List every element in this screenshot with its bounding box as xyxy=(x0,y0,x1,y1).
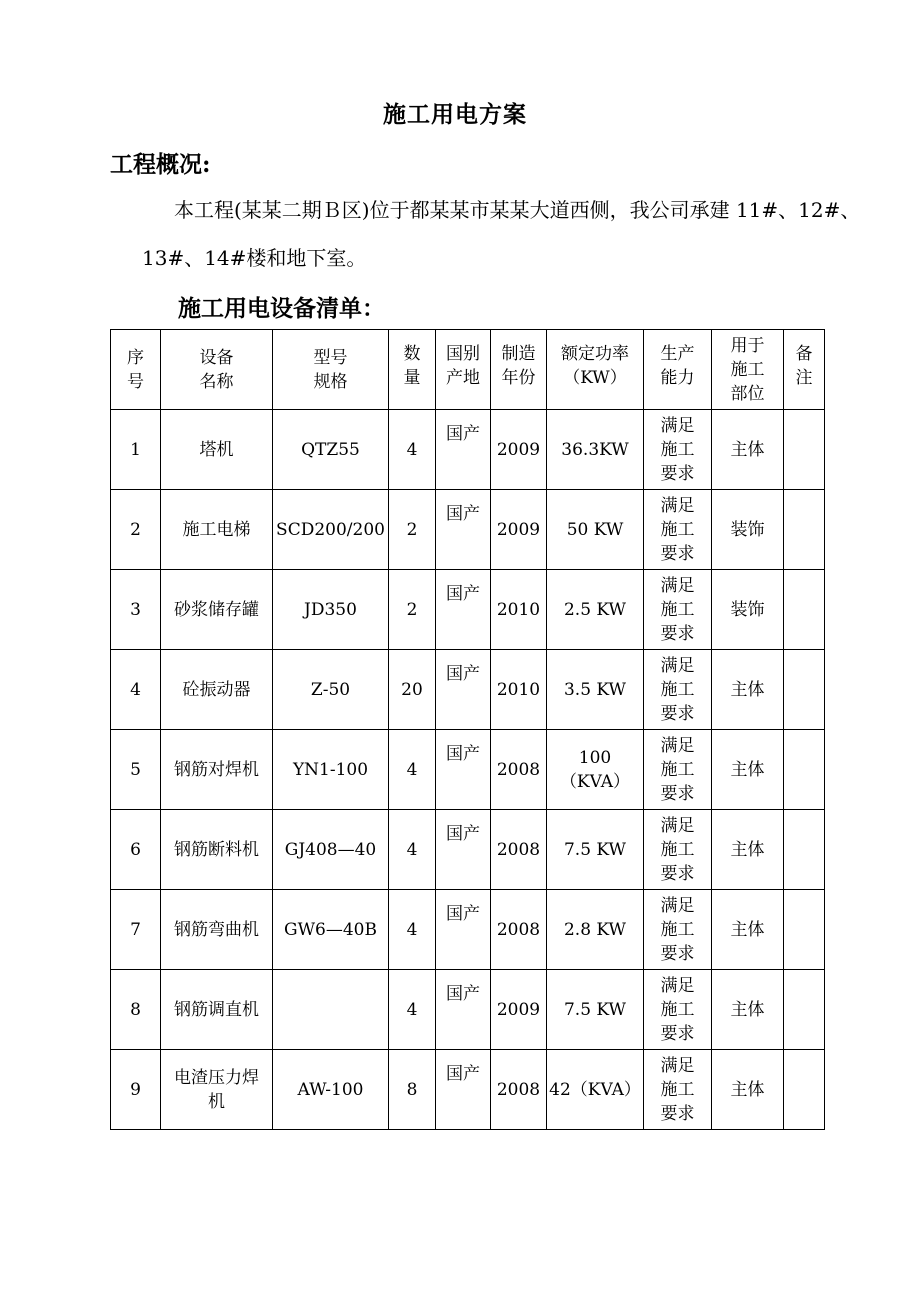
cell-year: 2009 xyxy=(491,970,547,1050)
cell-name: 施工电梯 xyxy=(161,490,273,570)
cell-name: 砼振动器 xyxy=(161,650,273,730)
section-heading-overview: 工程概况: xyxy=(110,151,211,178)
cell-model: AW-100 xyxy=(273,1050,389,1130)
cell-remark xyxy=(784,650,825,730)
cell-model xyxy=(273,970,389,1050)
cell-origin: 国产 xyxy=(436,490,491,570)
cell-power: 7.5 KW xyxy=(547,810,644,890)
cell-usage: 主体 xyxy=(712,410,784,490)
cell-qty: 4 xyxy=(389,410,436,490)
table-row xyxy=(111,490,825,570)
cell-power: 42（KVA） xyxy=(547,1050,644,1130)
cell-name: 砂浆储存罐 xyxy=(161,570,273,650)
cell-capacity: 满足 施工 要求 xyxy=(644,730,712,810)
cell-seq: 4 xyxy=(111,650,161,730)
cell-year: 2008 xyxy=(491,730,547,810)
header-remark: 备 注 xyxy=(784,330,825,410)
cell-name: 电渣压力焊 机 xyxy=(161,1050,273,1130)
equipment-table xyxy=(110,329,825,1130)
cell-name: 钢筋对焊机 xyxy=(161,730,273,810)
cell-usage: 装饰 xyxy=(712,570,784,650)
table-row xyxy=(111,410,825,490)
cell-capacity: 满足 施工 要求 xyxy=(644,970,712,1050)
cell-remark xyxy=(784,490,825,570)
overview-paragraph-line2: 13#、14#楼和地下室。 xyxy=(142,246,367,270)
table-row xyxy=(111,570,825,650)
cell-capacity: 满足 施工 要求 xyxy=(644,490,712,570)
cell-capacity: 满足 施工 要求 xyxy=(644,1050,712,1130)
cell-year: 2009 xyxy=(491,410,547,490)
header-capacity: 生产 能力 xyxy=(644,330,712,410)
cell-name: 钢筋断料机 xyxy=(161,810,273,890)
cell-seq: 9 xyxy=(111,1050,161,1130)
cell-remark xyxy=(784,730,825,810)
cell-origin: 国产 xyxy=(436,410,491,490)
cell-remark xyxy=(784,970,825,1050)
cell-capacity: 满足 施工 要求 xyxy=(644,810,712,890)
header-seq: 序 号 xyxy=(111,330,161,410)
cell-seq: 2 xyxy=(111,490,161,570)
cell-usage: 主体 xyxy=(712,730,784,810)
cell-qty: 2 xyxy=(389,570,436,650)
cell-usage: 主体 xyxy=(712,890,784,970)
cell-qty: 20 xyxy=(389,650,436,730)
header-usage: 用于 施工 部位 xyxy=(712,330,784,410)
cell-seq: 3 xyxy=(111,570,161,650)
cell-origin: 国产 xyxy=(436,570,491,650)
header-qty: 数 量 xyxy=(389,330,436,410)
table-row xyxy=(111,890,825,970)
cell-model: QTZ55 xyxy=(273,410,389,490)
cell-origin: 国产 xyxy=(436,650,491,730)
header-model: 型号 规格 xyxy=(273,330,389,410)
cell-origin: 国产 xyxy=(436,890,491,970)
cell-qty: 4 xyxy=(389,970,436,1050)
cell-model: GW6—40B xyxy=(273,890,389,970)
cell-power: 2.5 KW xyxy=(547,570,644,650)
table-header-row xyxy=(111,330,825,410)
cell-power: 50 KW xyxy=(547,490,644,570)
cell-model: YN1-100 xyxy=(273,730,389,810)
cell-usage: 装饰 xyxy=(712,490,784,570)
cell-seq: 8 xyxy=(111,970,161,1050)
cell-usage: 主体 xyxy=(712,970,784,1050)
cell-origin: 国产 xyxy=(436,1050,491,1130)
cell-name: 钢筋调直机 xyxy=(161,970,273,1050)
cell-year: 2009 xyxy=(491,490,547,570)
cell-origin: 国产 xyxy=(436,730,491,810)
cell-model: SCD200/200 xyxy=(273,490,389,570)
header-name: 设备 名称 xyxy=(161,330,273,410)
cell-capacity: 满足 施工 要求 xyxy=(644,410,712,490)
cell-qty: 8 xyxy=(389,1050,436,1130)
cell-usage: 主体 xyxy=(712,810,784,890)
table-row xyxy=(111,810,825,890)
table-row xyxy=(111,730,825,810)
cell-remark xyxy=(784,410,825,490)
cell-usage: 主体 xyxy=(712,1050,784,1130)
cell-power: 7.5 KW xyxy=(547,970,644,1050)
overview-paragraph-line1: 本工程(某某二期Ｂ区)位于都某某市某某大道西侧，我公司承建 11#、12#、 xyxy=(174,198,861,222)
cell-usage: 主体 xyxy=(712,650,784,730)
cell-qty: 4 xyxy=(389,730,436,810)
cell-year: 2008 xyxy=(491,1050,547,1130)
cell-remark xyxy=(784,1050,825,1130)
header-year: 制造 年份 xyxy=(491,330,547,410)
cell-seq: 1 xyxy=(111,410,161,490)
cell-remark xyxy=(784,570,825,650)
cell-origin: 国产 xyxy=(436,810,491,890)
cell-qty: 2 xyxy=(389,490,436,570)
table-row xyxy=(111,650,825,730)
cell-model: GJ408—40 xyxy=(273,810,389,890)
header-origin: 国别 产地 xyxy=(436,330,491,410)
header-power: 额定功率 （KW） xyxy=(547,330,644,410)
document-title: 施工用电方案 xyxy=(383,101,527,128)
cell-year: 2010 xyxy=(491,570,547,650)
cell-qty: 4 xyxy=(389,810,436,890)
table-row xyxy=(111,970,825,1050)
cell-year: 2008 xyxy=(491,810,547,890)
cell-name: 钢筋弯曲机 xyxy=(161,890,273,970)
cell-remark xyxy=(784,810,825,890)
cell-origin: 国产 xyxy=(436,970,491,1050)
cell-capacity: 满足 施工 要求 xyxy=(644,890,712,970)
cell-model: JD350 xyxy=(273,570,389,650)
cell-qty: 4 xyxy=(389,890,436,970)
cell-seq: 5 xyxy=(111,730,161,810)
cell-model: Z-50 xyxy=(273,650,389,730)
cell-seq: 7 xyxy=(111,890,161,970)
cell-power: 3.5 KW xyxy=(547,650,644,730)
table-row xyxy=(111,1050,825,1130)
cell-power: 100 （KVA） xyxy=(547,730,644,810)
cell-remark xyxy=(784,890,825,970)
cell-year: 2010 xyxy=(491,650,547,730)
cell-seq: 6 xyxy=(111,810,161,890)
cell-power: 36.3KW xyxy=(547,410,644,490)
cell-year: 2008 xyxy=(491,890,547,970)
section-heading-equipment-list: 施工用电设备清单： xyxy=(178,295,385,322)
cell-name: 塔机 xyxy=(161,410,273,490)
cell-capacity: 满足 施工 要求 xyxy=(644,570,712,650)
cell-power: 2.8 KW xyxy=(547,890,644,970)
cell-capacity: 满足 施工 要求 xyxy=(644,650,712,730)
